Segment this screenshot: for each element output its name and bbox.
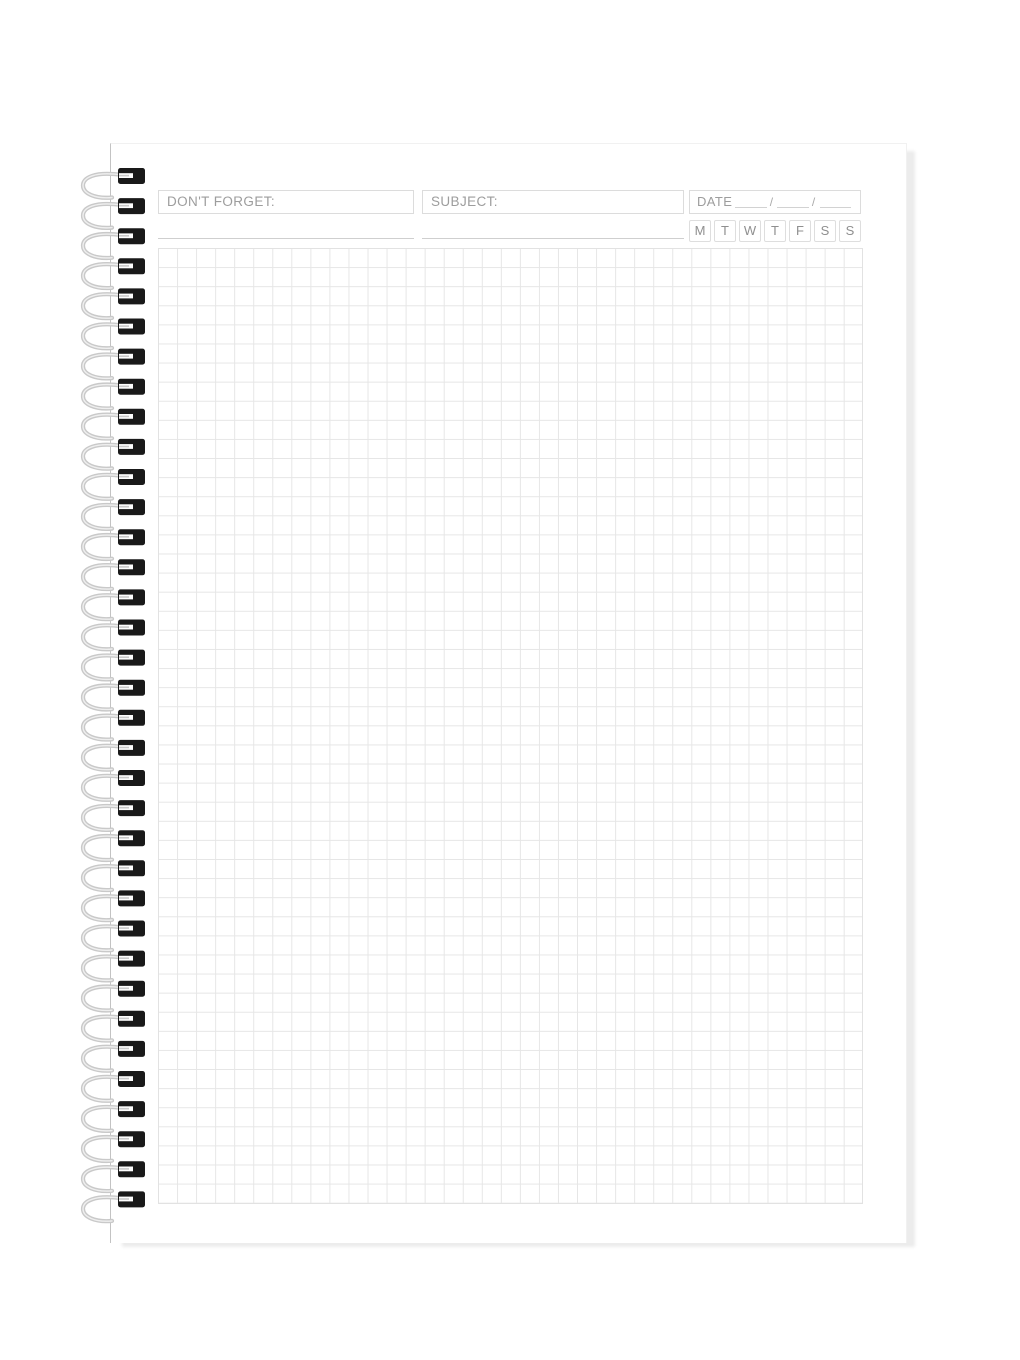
spiral-binding bbox=[70, 140, 160, 1260]
spiral-coil bbox=[83, 710, 145, 740]
date-month-line[interactable] bbox=[777, 191, 808, 208]
spiral-coil bbox=[83, 228, 145, 258]
weekday-box-sunday[interactable]: S bbox=[839, 220, 861, 242]
weekday-box-saturday[interactable]: S bbox=[814, 220, 836, 242]
spiral-coil bbox=[83, 1191, 145, 1221]
spiral-coil bbox=[83, 319, 145, 349]
spiral-coil bbox=[83, 830, 145, 860]
subject-label: SUBJECT: bbox=[431, 194, 498, 209]
spiral-coil bbox=[83, 349, 145, 379]
spiral-coil bbox=[83, 1041, 145, 1071]
spiral-coil bbox=[83, 1101, 145, 1131]
date-label: DATE bbox=[697, 194, 733, 209]
spiral-coil bbox=[83, 740, 145, 770]
spiral-coil bbox=[83, 439, 145, 469]
spiral-coil bbox=[83, 620, 145, 650]
spiral-coil bbox=[83, 800, 145, 830]
spiral-coil bbox=[83, 499, 145, 529]
spiral-coil bbox=[83, 860, 145, 890]
spiral-coil bbox=[83, 288, 145, 318]
notebook-page bbox=[110, 143, 907, 1243]
spiral-coil bbox=[83, 258, 145, 288]
spiral-coil bbox=[83, 409, 145, 439]
weekday-box-thursday[interactable]: T bbox=[764, 220, 786, 242]
spiral-coil bbox=[83, 469, 145, 499]
weekday-box-friday[interactable]: F bbox=[789, 220, 811, 242]
dont-forget-write-line[interactable] bbox=[158, 238, 414, 239]
dont-forget-field[interactable] bbox=[158, 190, 414, 214]
spiral-coil bbox=[83, 198, 145, 228]
spiral-coil bbox=[83, 1011, 145, 1041]
weekday-box-monday[interactable]: M bbox=[689, 220, 711, 242]
spiral-coil bbox=[83, 589, 145, 619]
spiral-coil bbox=[83, 650, 145, 680]
spiral-coil bbox=[83, 1161, 145, 1191]
date-field[interactable] bbox=[689, 190, 861, 214]
weekday-box-wednesday[interactable]: W bbox=[739, 220, 761, 242]
dont-forget-label: DON'T FORGET: bbox=[167, 194, 276, 209]
weekday-row bbox=[689, 220, 861, 242]
spiral-coil bbox=[83, 1071, 145, 1101]
date-separator: / bbox=[769, 195, 774, 209]
spiral-coil bbox=[83, 981, 145, 1011]
spiral-coil bbox=[83, 951, 145, 981]
grid-note-area[interactable] bbox=[158, 248, 863, 1204]
spiral-coil bbox=[83, 1131, 145, 1161]
spiral-coil bbox=[83, 770, 145, 800]
spiral-coil bbox=[83, 921, 145, 951]
spiral-coil bbox=[83, 529, 145, 559]
date-day-line[interactable] bbox=[735, 191, 766, 208]
spiral-coil bbox=[83, 680, 145, 710]
date-separator: / bbox=[811, 195, 816, 209]
weekday-box-tuesday[interactable]: T bbox=[714, 220, 736, 242]
subject-write-line[interactable] bbox=[422, 238, 684, 239]
date-year-line[interactable] bbox=[820, 191, 851, 208]
spiral-coil bbox=[83, 168, 145, 198]
spiral-coil bbox=[83, 379, 145, 409]
spiral-coil bbox=[83, 559, 145, 589]
spiral-coil bbox=[83, 890, 145, 920]
subject-field[interactable] bbox=[422, 190, 684, 214]
